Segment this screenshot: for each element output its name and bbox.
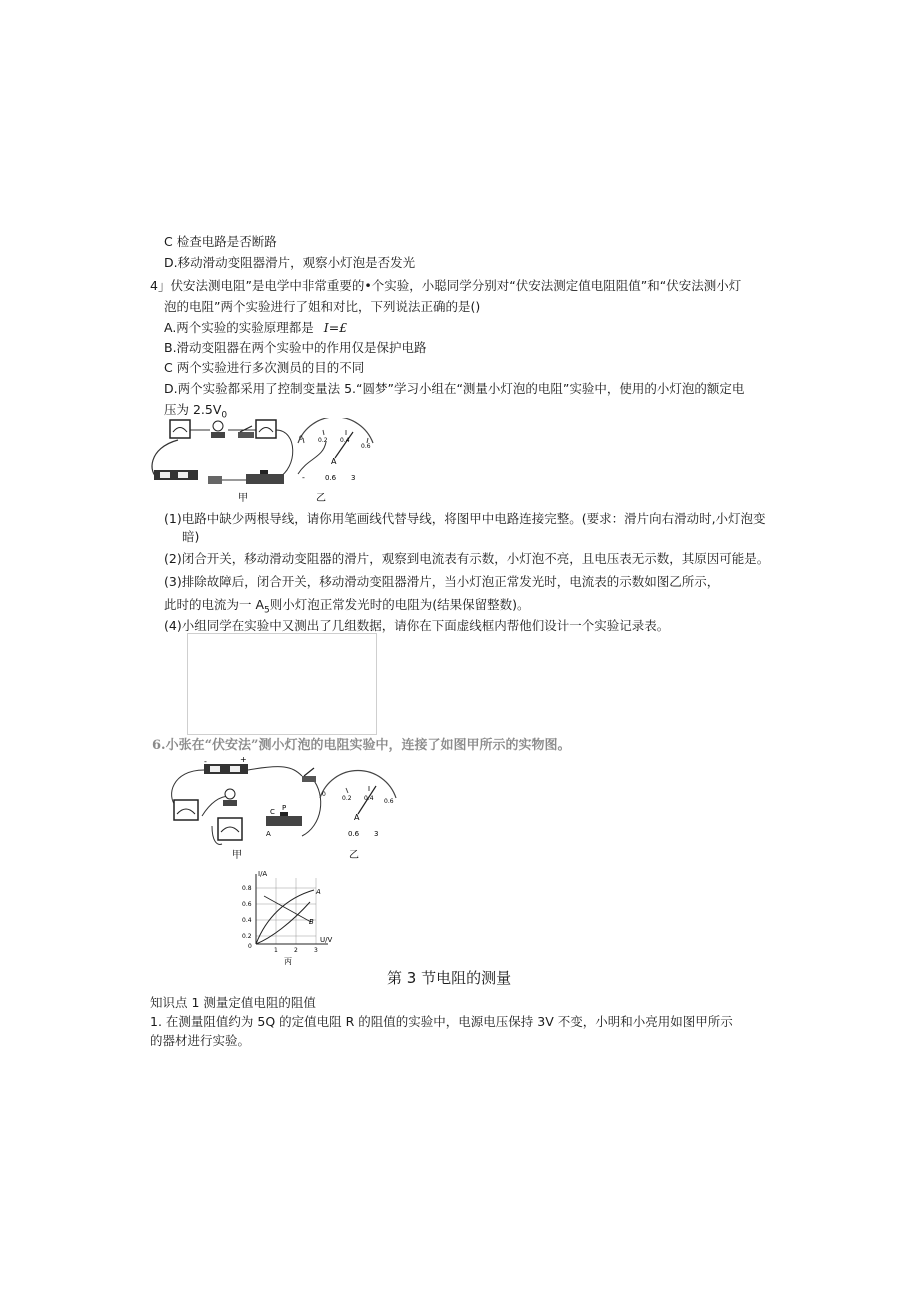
question-4-option-c: C 两个实验进行多次测员的目的不同 [164,360,365,375]
fig6-plus: + [240,756,247,764]
graph-curve-a: A [316,888,321,896]
q5-part2: (2)闭合开关，移动滑动变阻器的滑片，观察到电流表有示数，小灯泡不亮，且电压表无示数，其原因可能是。 [164,551,770,566]
fig6-terminal-2: 3 [374,830,379,838]
q5-part1-line1: (1)电路中缺少两根导线，请你用笔画线代替导线，将图甲中电路连接完整。(要求：滑片向右滑动时,小灯泡变 [164,511,766,526]
fig6-label-jia: 甲 [232,850,242,861]
knowledge-point-1: 知识点 1 测量定值电阻的阻值 [150,995,316,1010]
fig6-tick-0: 0 [322,791,326,798]
question-1-line2: 的器材进行实验。 [150,1033,251,1048]
graph-xlabel: U/V [320,936,333,944]
q5-part4: (4)小组同学在实验中又测出了几组数据，请你在下面虚线框内帮他们设计一个实验记录表。 [164,618,670,633]
fig6-label-yi: 乙 [349,850,359,861]
fig6-tick-2: 0.4 [364,795,374,802]
fig6-c-label: C [270,808,275,816]
q5-part3-subscript: 5 [264,605,270,616]
question-6-stem: 6.小张在“伏安法”测小灯泡的电阻实验中，连接了如图甲所示的实物图。 [152,738,571,753]
question-4-stem-line1: 4」伏安法测电阻”是电学中非常重要的•个实验，小聪同学分别对“伏安法测定值电阻阻值”和“伏安法测小灯 [150,278,742,293]
graph-xtick-3: 3 [314,947,318,954]
option-c-check-circuit: C 检查电路是否断路 [164,234,277,249]
fig6-tick-3: 0.6 [384,798,394,805]
fig5-sign: - [302,473,305,482]
option-d-move-slider: D.移动滑动变阻器滑片，观察小灯泡是否发光 [164,255,416,270]
q5-part1-line2: 暗) [182,529,200,544]
fig6-p-label: P [282,804,287,812]
fig6-terminal-1: 0.6 [348,830,360,838]
question-4-option-a [164,319,347,337]
graph-caption: 丙 [284,957,292,966]
graph-xtick-2: 2 [294,947,298,954]
option-a-text: A.两个实验的实验原理都是 [164,320,314,335]
question-4-stem-line2: 泡的电阻”两个实验进行了姐和对比，下列说法正确的是() [164,299,481,314]
figure-5-circuit [148,418,388,508]
fig5-tick-0: 0 [299,435,303,442]
graph-ytick-1: 0.8 [242,885,252,892]
option-a-formula: I=£ [323,320,348,335]
graph-ylabel: I/A [258,870,268,878]
graph-ytick-2: 0.6 [242,901,252,908]
graph-curve-b: B [309,918,314,926]
rated-voltage-text: 压为 2.5V [164,402,222,417]
figure-6-iu-graph [236,868,340,968]
graph-ytick-4: 0.2 [242,933,252,940]
figure-6-circuit [162,756,402,866]
q5-part3-current: 此时的电流为一 A [164,597,265,612]
fig5-tick-3: 0.6 [361,443,371,450]
question-4-option-b: B.滑动变阻器在两个实验中的作用仅是保护电路 [164,340,427,355]
fig6-meter-unit: A [354,813,360,822]
fig5-terminal-1: 0.6 [325,474,337,482]
question-4-option-d: D.两个实验都采用了控制变量法 5.“圆梦”学习小组在“测量小灯泡的电阻”实验中，使用的小灯泡的额定电 [164,381,745,396]
q5-part3-resistance: 则小灯泡正常发光时的电阻为(结果保留整数)。 [269,597,530,612]
fig5-tick-1: 0.2 [318,437,328,444]
fig5-meter-unit: A [331,457,337,466]
q5-part3-line1: (3)排除故障后，闭合开关，移动滑动变阻器滑片，当小灯泡正常发光时，电流表的示数如图乙所示， [164,574,720,589]
graph-ytick-3: 0.4 [242,917,252,924]
fig6-a-label: A [266,830,271,838]
question-1-line1: 1. 在测量阻值约为 5Q 的定值电阻 R 的阻值的实验中，电源电压保持 3V 不变，小明和小亮用如图甲所示 [150,1014,733,1029]
answer-box[interactable] [187,633,377,735]
section-title: 第 3 节电阻的测量 [387,969,512,987]
graph-ytick-5: 0 [248,943,252,950]
fig5-label-jia: 甲 [238,493,248,504]
q5-part3-line2 [164,596,530,620]
fig6-minus: - [204,757,207,766]
fig5-tick-2: 0.4 [340,437,350,444]
graph-xtick-1: 1 [274,947,278,954]
rated-voltage-subscript: 0 [221,410,228,421]
fig5-label-yi: 乙 [316,493,326,504]
fig5-terminal-2: 3 [351,474,356,482]
fig6-tick-1: 0.2 [342,795,352,802]
